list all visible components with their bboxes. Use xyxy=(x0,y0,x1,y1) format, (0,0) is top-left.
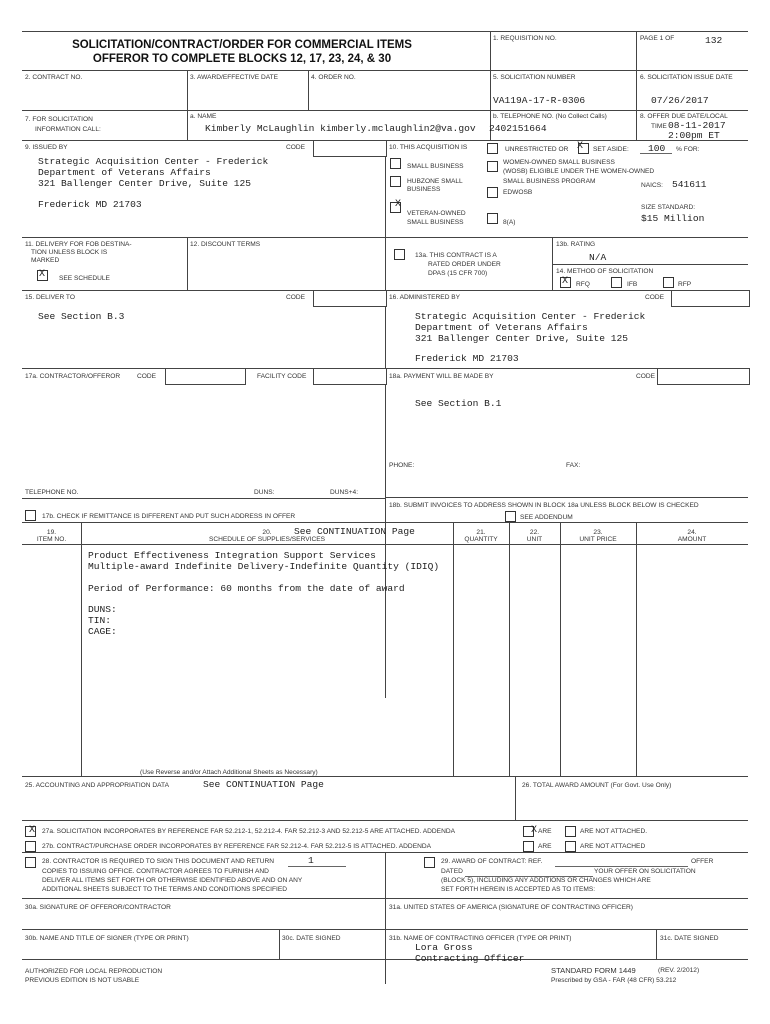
payment-code-label: CODE xyxy=(636,373,656,380)
contracting-officer-name: Lora Gross xyxy=(415,942,473,953)
block-29-line-4: SET FORTH HEREIN IS ACCEPTED AS TO ITEMS: xyxy=(441,886,596,893)
unit-price-header-1: 23. xyxy=(593,529,603,536)
rating-label: 13b. RATING xyxy=(556,241,596,248)
rated-order-label-3: DPAS (15 CFR 700) xyxy=(428,270,488,277)
issued-by-label: 9. ISSUED BY xyxy=(25,144,68,151)
small-business-label: SMALL BUSINESS xyxy=(407,163,464,170)
rated-order-label-2: RATED ORDER UNDER xyxy=(428,261,501,268)
veteran-owned-check-mark: X xyxy=(395,199,402,210)
schedule-header-1: 20. xyxy=(262,529,272,536)
contractor-code-label: CODE xyxy=(137,373,157,380)
block-27b-are-label: ARE xyxy=(538,843,552,850)
amount-header-2: AMOUNT xyxy=(677,536,707,543)
block-28-copies: 1 xyxy=(308,855,314,866)
percent-for-label: % FOR: xyxy=(676,146,700,153)
rfq-check-mark: X xyxy=(562,276,569,287)
unit-header-2: UNIT xyxy=(526,536,543,543)
schedule-description-2: Multiple-award Indefinite Delivery-Indefinite Quantity (IDIQ) xyxy=(88,561,440,572)
block-27a-check-mark: X xyxy=(29,825,36,836)
issued-by-code-label: CODE xyxy=(286,144,306,151)
block-27b-are-not-checkbox[interactable] xyxy=(565,841,576,852)
deliver-to-code-label: CODE xyxy=(286,294,306,301)
ifb-label: IFB xyxy=(627,281,638,288)
method-label: 14. METHOD OF SOLICITATION xyxy=(556,268,654,275)
reverse-note: (Use Reverse and/or Attach Additional Sheets as Necessary) xyxy=(140,769,318,776)
page-label: PAGE 1 OF xyxy=(640,35,675,42)
deliver-to-value: See Section B.3 xyxy=(38,311,125,322)
administered-by-line-2: Department of Veterans Affairs xyxy=(415,322,588,333)
deliver-to-label: 15. DELIVER TO xyxy=(25,294,75,301)
quantity-header-2: QUANTITY xyxy=(464,536,498,543)
size-standard-label: SIZE STANDARD: xyxy=(641,204,696,211)
see-schedule-label: SEE SCHEDULE xyxy=(59,275,110,282)
administered-by-line-5: Frederick MD 21703 xyxy=(415,353,519,364)
payment-label: 18a. PAYMENT WILL BE MADE BY xyxy=(389,373,494,380)
schedule-continuation: See CONTINUATION Page xyxy=(294,526,415,537)
issued-by-code-field[interactable] xyxy=(313,140,387,157)
telephone-value: 2402151664 xyxy=(489,123,547,134)
issue-date-label: 6. SOLICITATION ISSUE DATE xyxy=(640,74,733,81)
footer-authorized: AUTHORIZED FOR LOCAL REPRODUCTION xyxy=(25,968,163,975)
contract-no-label: 2. CONTRACT NO. xyxy=(25,74,83,81)
schedule-description-4: Period of Performance: 60 months from the date of award xyxy=(88,583,405,594)
hubzone-label-2: BUSINESS xyxy=(407,186,441,193)
unit-price-header-2: UNIT PRICE xyxy=(579,536,617,543)
total-award-label: 26. TOTAL AWARD AMOUNT (For Govt. Use Only) xyxy=(522,782,672,789)
name-label: a. NAME xyxy=(190,113,217,120)
award-date-label: 3. AWARD/EFFECTIVE DATE xyxy=(190,74,279,81)
delivery-fob-label-3: MARKED xyxy=(31,257,60,264)
contracting-officer-title: Contracting Officer xyxy=(415,953,525,964)
administered-by-label: 16. ADMINISTERED BY xyxy=(389,294,461,301)
footer-form-name: STANDARD FORM 1449 xyxy=(551,966,636,975)
order-no-label: 4. ORDER NO. xyxy=(311,74,356,81)
see-addendum-checkbox[interactable] xyxy=(505,511,516,522)
time-label: TIME xyxy=(651,123,667,130)
contractor-code-field[interactable] xyxy=(165,368,246,385)
issued-by-line-5: Frederick MD 21703 xyxy=(38,199,142,210)
offeror-date-signed-label: 30c. DATE SIGNED xyxy=(282,935,341,942)
block-27b-are-not-label: ARE NOT ATTACHED xyxy=(580,843,646,850)
block-28-line-1: 28. CONTRACTOR IS REQUIRED TO SIGN THIS DOCUMENT AND RETURN xyxy=(42,858,275,865)
contracting-officer-name-label: 31b. NAME OF CONTRACTING OFFICER (TYPE OR PRINT) xyxy=(389,935,572,942)
delivery-fob-label-2: TION UNLESS BLOCK IS xyxy=(31,249,108,256)
signer-name-label: 30b. NAME AND TITLE OF SIGNER (TYPE OR PRINT) xyxy=(25,935,189,942)
for-solicitation-label: 7. FOR SOLICITATION xyxy=(25,116,93,123)
hubzone-label-1: HUBZONE SMALL xyxy=(407,178,463,185)
delivery-fob-label-1: 11. DELIVERY FOR FOB DESTINA- xyxy=(25,241,132,248)
item-no-header-2: ITEM NO. xyxy=(36,536,67,543)
administered-by-code-field[interactable] xyxy=(671,290,750,307)
edwosb-checkbox[interactable] xyxy=(487,187,498,198)
phone-label: PHONE: xyxy=(389,462,415,469)
block-29-dated: DATED xyxy=(441,868,463,875)
unrestricted-checkbox[interactable] xyxy=(487,143,498,154)
rfp-checkbox[interactable] xyxy=(663,277,674,288)
set-aside-label: SET ASIDE: xyxy=(593,146,629,153)
wosb-label-3: SMALL BUSINESS PROGRAM xyxy=(503,178,596,185)
block-27b-are-checkbox[interactable] xyxy=(523,841,534,852)
government-date-signed-label: 31c. DATE SIGNED xyxy=(660,935,719,942)
payment-value: See Section B.1 xyxy=(415,398,502,409)
hubzone-checkbox[interactable] xyxy=(390,176,401,187)
footer-revision: (REV. 2/2012) xyxy=(658,967,700,974)
administered-by-line-3: 321 Ballenger Center Drive, Suite 125 xyxy=(415,333,629,344)
discount-terms-label: 12. DISCOUNT TERMS xyxy=(190,241,261,248)
schedule-description-1: Product Effectiveness Integration Support Services xyxy=(88,550,376,561)
item-no-header-1: 19. xyxy=(46,529,57,536)
wosb-label-2: (WOSB) ELIGIBLE UNDER THE WOMEN-OWNED xyxy=(503,168,655,175)
block-27b-label: 27b. CONTRACT/PURCHASE ORDER INCORPORATES BY REFERENCE FAR 52.212-4. FAR 52.212-5 IS ATTACHED. ADDENDA xyxy=(42,843,432,850)
eight-a-checkbox[interactable] xyxy=(487,213,498,224)
rated-order-label-1: 13a. THIS CONTRACT IS A xyxy=(415,252,497,259)
block-27a-label: 27a. SOLICITATION INCORPORATES BY REFERENCE FAR 52.212-1, 52.212-4. FAR 52.212-3 AND 52.212-5 ARE ATTACHED. ADDENDA xyxy=(42,828,455,835)
block-27a-are-not-label: ARE NOT ATTACHED. xyxy=(580,828,648,835)
footer-prescribed: Prescribed by GSA - FAR (48 CFR) 53.212 xyxy=(551,977,677,984)
solicitation-number-label: 5. SOLICITATION NUMBER xyxy=(493,74,576,81)
block-27a-are-check-mark: X xyxy=(531,825,538,836)
contracting-officer-signature-label: 31a. UNITED STATES OF AMERICA (SIGNATURE OF CONTRACTING OFFICER) xyxy=(389,904,633,911)
small-business-checkbox[interactable] xyxy=(390,158,401,169)
rating-value: N/A xyxy=(589,252,607,263)
accounting-value: See CONTINUATION Page xyxy=(203,779,324,790)
facility-code-label: FACILITY CODE xyxy=(257,373,307,380)
footer-previous-edition: PREVIOUS EDITION IS NOT USABLE xyxy=(25,977,140,984)
issued-by-line-1: Strategic Acquisition Center - Frederick xyxy=(38,156,269,167)
set-aside-percent: 100 xyxy=(648,143,666,154)
block-27b-checkbox[interactable] xyxy=(25,841,36,852)
wosb-label-1: WOMEN-OWNED SMALL BUSINESS xyxy=(503,159,615,166)
schedule-description-7: TIN: xyxy=(88,615,112,626)
deliver-to-code-field[interactable] xyxy=(313,290,387,307)
ifb-checkbox[interactable] xyxy=(611,277,622,288)
block-29-checkbox[interactable] xyxy=(424,857,435,868)
acquisition-label: 10. THIS ACQUISITION IS xyxy=(389,144,468,151)
payment-code-field[interactable] xyxy=(657,368,750,385)
duns-label: DUNS: xyxy=(254,489,275,496)
accounting-label: 25. ACCOUNTING AND APPROPRIATION DATA xyxy=(25,782,169,789)
rated-order-checkbox[interactable] xyxy=(394,249,405,260)
issued-by-line-3: 321 Ballenger Center Drive, Suite 125 xyxy=(38,178,252,189)
veteran-owned-label-2: SMALL BUSINESS xyxy=(407,219,464,226)
form-subtitle: OFFEROR TO COMPLETE BLOCKS 12, 17, 23, 24, & 30 xyxy=(92,53,392,65)
form-title: SOLICITATION/CONTRACT/ORDER FOR COMMERCIAL ITEMS xyxy=(72,39,412,51)
quantity-header-1: 21. xyxy=(476,529,486,536)
telephone-no-label: TELEPHONE NO. xyxy=(25,489,79,496)
rfq-label: RFQ xyxy=(576,281,590,288)
block-27a-are-label: ARE xyxy=(538,828,552,835)
rfp-label: RFP xyxy=(678,281,692,288)
issued-by-line-2: Department of Veterans Affairs xyxy=(38,167,211,178)
see-addendum-label: SEE ADDENDUM xyxy=(520,514,573,521)
offeror-signature-label: 30a. SIGNATURE OF OFFEROR/CONTRACTOR xyxy=(25,904,171,911)
offer-due-label: 8. OFFER DUE DATE/LOCAL xyxy=(640,113,728,120)
see-schedule-check-mark: X xyxy=(39,269,46,280)
size-standard-value: $15 Million xyxy=(641,213,705,224)
block-29-offer: OFFER xyxy=(691,858,714,865)
contractor-label: 17a. CONTRACTOR/OFFEROR xyxy=(25,373,121,380)
requisition-label: 1. REQUISITION NO. xyxy=(493,35,557,42)
invoice-label: 18b. SUBMIT INVOICES TO ADDRESS SHOWN IN BLOCK 18a UNLESS BLOCK BELOW IS CHECKED xyxy=(389,502,699,509)
page-total: 132 xyxy=(705,35,723,46)
telephone-label: b. TELEPHONE NO. (No Collect Calls) xyxy=(493,113,607,120)
offer-due-date: 08-11-2017 xyxy=(668,120,726,131)
amount-header-1: 24. xyxy=(687,529,697,536)
remittance-label: 17b. CHECK IF REMITTANCE IS DIFFERENT AND PUT SUCH ADDRESS IN OFFER xyxy=(42,513,296,520)
schedule-description-8: CAGE: xyxy=(88,626,117,637)
contact-name: Kimberly McLaughlin kimberly.mclaughlin2@va.gov xyxy=(205,123,476,134)
information-call-label: INFORMATION CALL: xyxy=(35,126,101,133)
wosb-checkbox[interactable] xyxy=(487,161,498,172)
block-29-line-1: 29. AWARD OF CONTRACT: REF. xyxy=(441,858,543,865)
block-29-your-offer: YOUR OFFER ON SOLICITATION xyxy=(594,868,696,875)
issue-date: 07/26/2017 xyxy=(651,95,709,106)
schedule-description-6: DUNS: xyxy=(88,604,117,615)
block-28-line-4: ADDITIONAL SHEETS SUBJECT TO THE TERMS AND CONDITIONS SPECIFIED xyxy=(42,886,287,893)
facility-code-field[interactable] xyxy=(313,368,387,385)
duns4-label: DUNS+4: xyxy=(330,489,359,496)
edwosb-label: EDWOSB xyxy=(503,189,533,196)
unrestricted-label: UNRESTRICTED OR xyxy=(505,146,569,153)
block-27a-are-not-checkbox[interactable] xyxy=(565,826,576,837)
veteran-owned-label-1: VETERAN-OWNED xyxy=(407,210,466,217)
unit-header-1: 22. xyxy=(529,529,540,536)
set-aside-check-mark: X xyxy=(577,141,584,152)
administered-by-code-label: CODE xyxy=(645,294,665,301)
block-28-line-3: DELIVER ALL ITEMS SET FORTH OR OTHERWISE IDENTIFIED ABOVE AND ON ANY xyxy=(42,877,303,884)
administered-by-line-1: Strategic Acquisition Center - Frederick xyxy=(415,311,646,322)
block-28-line-2: COPIES TO ISSUING OFFICE. CONTRACTOR AGREES TO FURNISH AND xyxy=(42,868,269,875)
naics-label: NAICS: xyxy=(641,182,663,189)
eight-a-label: 8(A) xyxy=(503,219,516,226)
block-28-checkbox[interactable] xyxy=(25,857,36,868)
remittance-checkbox[interactable] xyxy=(25,510,36,521)
fax-label: FAX: xyxy=(566,462,581,469)
solicitation-number: VA119A-17-R-0306 xyxy=(493,95,586,106)
block-29-line-3: (BLOCK 5), INCLUDING ANY ADDITIONS OR CHANGES WHICH ARE xyxy=(441,877,651,884)
offer-due-time: 2:00pm ET xyxy=(668,130,720,141)
naics-value: 541611 xyxy=(672,179,707,190)
schedule-header-2: SCHEDULE OF SUPPLIES/SERVICES xyxy=(208,536,326,543)
